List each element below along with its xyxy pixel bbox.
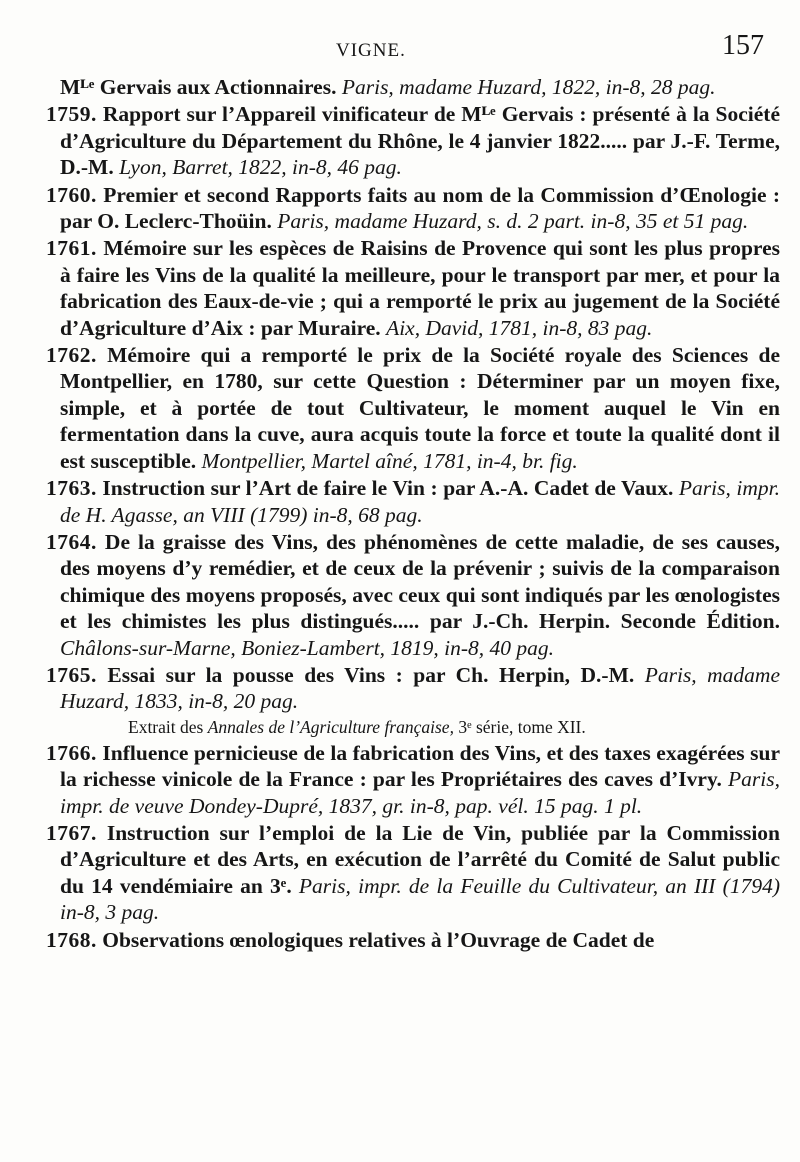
bibliography-entries xyxy=(46,74,780,953)
entry-number: 1766. xyxy=(46,740,97,765)
entry-imprint: Paris, impr. de veuve Dondey-Dupré, 1837, gr. in-8, pap. vél. 15 pag. 1 pl. xyxy=(60,767,781,818)
entry-title: Mémoire qui a remporté le prix de la Société royale des Sciences de Montpellier, en 1780, sur cette Question : Déterminer par un moyen fixe, simple, et à portée de tout Cultivateur, le moment auquel le Vin en fermentation dans la cuve, aura acquis toute la force et toute la qualité dont il est susceptible. xyxy=(60,343,780,473)
entry-number: 1765. xyxy=(46,662,97,687)
entry-imprint: Paris, madame Huzard, 1822, in-8, 28 pag. xyxy=(341,75,716,99)
entry-number: 1760. xyxy=(46,182,97,207)
entry-number: 1761. xyxy=(46,236,97,261)
note-prefix: Extrait des xyxy=(128,716,204,737)
entry-imprint: Paris, impr. de la Feuille du Cultivateur, an III (1794) in-8, 3 pag. xyxy=(60,873,780,925)
entry-imprint: Lyon, Barret, 1822, in-8, 46 pag. xyxy=(119,155,402,180)
entry-title: Rapport sur l’Appareil vinificateur de Mᴸᵉ Gervais : présenté à la Société d’Agriculture du Département du Rhône, le 4 janvier 1822..... par J.-F. Terme, D.-M. xyxy=(60,102,780,180)
bibliography-entry-1764 xyxy=(46,529,780,661)
bibliography-entry-1768 xyxy=(46,927,780,953)
entry-number: 1763. xyxy=(46,476,97,501)
entry-title: Instruction sur l’emploi de la Lie de Vin, publiée par la Commission d’Agriculture et des Arts, en exécution de l’arrêté du Comité de Salut public du 14 vendémiaire an 3ᵉ. xyxy=(60,820,781,898)
entry-title: Premier et second Rapports faits au nom de la Commission d’Œnologie : par O. Leclerc-Thoüin. xyxy=(60,182,781,234)
entry-imprint: Paris, madame Huzard, s. d. 2 part. in-8, 35 et 51 pag. xyxy=(277,209,749,234)
bibliography-entry-1766 xyxy=(46,740,780,819)
entry-number: 1764. xyxy=(46,529,97,554)
bibliography-entry-1761 xyxy=(46,235,780,341)
entry-imprint: Montpellier, Martel aîné, 1781, in-4, br. fig. xyxy=(201,448,578,473)
entry-title: Mᴸᵉ Gervais aux Actionnaires. xyxy=(60,75,337,99)
entry-title: Essai sur la pousse des Vins : par Ch. Herpin, D.-M. xyxy=(107,662,635,687)
page-header xyxy=(46,30,780,60)
entry-title: De la graisse des Vins, des phénomènes de cette maladie, de ses causes, des moyens d’y remédier, et de ceux de la prévenir ; suivis de la comparaison chimique des moyens proposés, avec ceux qui sont indiqués par les œnologistes et les chimistes les plus distingués..... par J.-Ch. Herpin. Seconde Édition. xyxy=(60,529,780,634)
entry-title: Observations œnologiques relatives à l’Ouvrage de Cadet de xyxy=(102,927,655,952)
entry-imprint: Paris, madame Huzard, 1833, in-8, 20 pag. xyxy=(60,662,781,714)
entry-title: Mémoire sur les espèces de Raisins de Provence qui sont les plus propres à faire les Vins de la qualité la meilleure, pour le transport par mer, et pour la fabrication des Eaux-de-vie ; qui a remporté le prix au jugement de la Société d’Agriculture d’Aix : par Muraire. xyxy=(60,236,780,340)
entry-imprint: Aix, David, 1781, in-8, 83 pag. xyxy=(386,315,653,340)
continued-entry xyxy=(46,74,780,100)
bibliography-entry-1763 xyxy=(46,475,780,528)
bibliography-entry-1760 xyxy=(46,182,780,235)
page-number: 157 xyxy=(722,30,764,61)
entry-title: Influence pernicieuse de la fabrication des Vins, et des taxes exagérées sur la richesse vinicole de la France : par les Propriétaires des caves d’Ivry. xyxy=(60,740,781,792)
entry-number: 1759. xyxy=(46,102,97,127)
extract-note xyxy=(46,716,780,739)
entry-number: 1768. xyxy=(46,927,97,952)
running-head: VIGNE. xyxy=(336,40,406,61)
entry-imprint: Paris, impr. de H. Agasse, an VIII (1799) in-8, 68 pag. xyxy=(60,476,781,527)
bibliography-entry-1765 xyxy=(46,662,780,715)
note-suffix: 3ᵉ série, tome XII. xyxy=(458,716,586,737)
entry-imprint: Châlons-sur-Marne, Boniez-Lambert, 1819, in-8, 40 pag. xyxy=(60,635,555,660)
entry-number: 1762. xyxy=(46,343,97,368)
bibliography-entry-1759 xyxy=(46,101,780,180)
bibliography-entry-1762 xyxy=(46,342,780,474)
entry-title: Instruction sur l’Art de faire le Vin : par A.-A. Cadet de Vaux. xyxy=(102,476,674,501)
bibliography-entry-1767 xyxy=(46,820,780,926)
entry-number: 1767. xyxy=(46,820,97,845)
note-source: Annales de l’Agriculture française, xyxy=(207,716,454,737)
